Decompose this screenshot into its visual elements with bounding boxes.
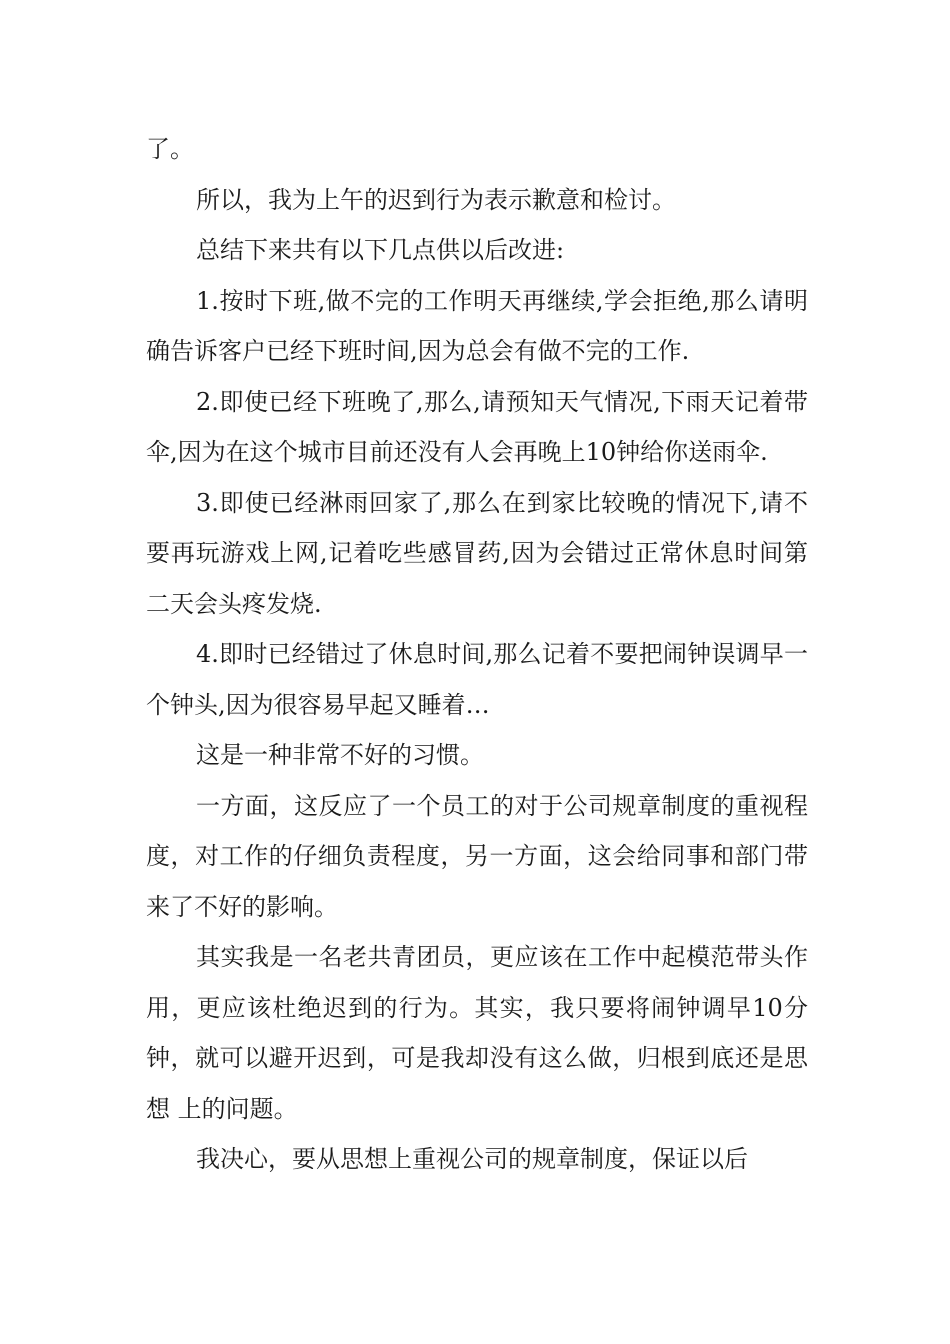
- paragraph-impact: 一方面，这反应了一个员工的对于公司规章制度的重视程度，对工作的仔细负责程度，另一方面，这会给同事和部门带来了不好的影响。: [146, 791, 808, 921]
- paragraph-point-1: 1.按时下班,做不完的工作明天再继续,学会拒绝,那么请明确告诉客户已经下班时间,因为总会有做不完的工作.: [146, 286, 808, 365]
- paragraph-reflection: 其实我是一名老共青团员，更应该在工作中起模范带头作用，更应该杜绝迟到的行为。其实，我只要将闹钟调早10分钟，就可以避开迟到，可是我却没有这么做，归根到底还是思想 上的问题。: [146, 943, 808, 1123]
- paragraph-bad-habit: 这是一种非常不好的习惯。: [196, 741, 484, 769]
- paragraph-summary-intro: 总结下来共有以下几点供以后改进:: [196, 236, 565, 264]
- paragraph-continuation: 了。: [146, 135, 194, 163]
- paragraph-resolution: 我决心，要从思想上重视公司的规章制度，保证以后: [196, 1145, 748, 1173]
- document-body: [146, 124, 808, 1185]
- paragraph-point-3: 3.即使已经淋雨回家了,那么在到家比较晚的情况下,请不要再玩游戏上网,记着吃些感冒药,因为会错过正常休息时间第二天会头疼发烧.: [146, 488, 808, 618]
- paragraph-point-2: 2.即使已经下班晚了,那么,请预知天气情况,下雨天记着带伞,因为在这个城市目前还没有人会再晚上10钟给你送雨伞.: [146, 387, 808, 466]
- paragraph-apology: 所以，我为上午的迟到行为表示歉意和检讨。: [196, 185, 676, 214]
- paragraph-point-4: 4.即时已经错过了休息时间,那么记着不要把闹钟误调早一个钟头,因为很容易早起又睡着…: [146, 640, 808, 719]
